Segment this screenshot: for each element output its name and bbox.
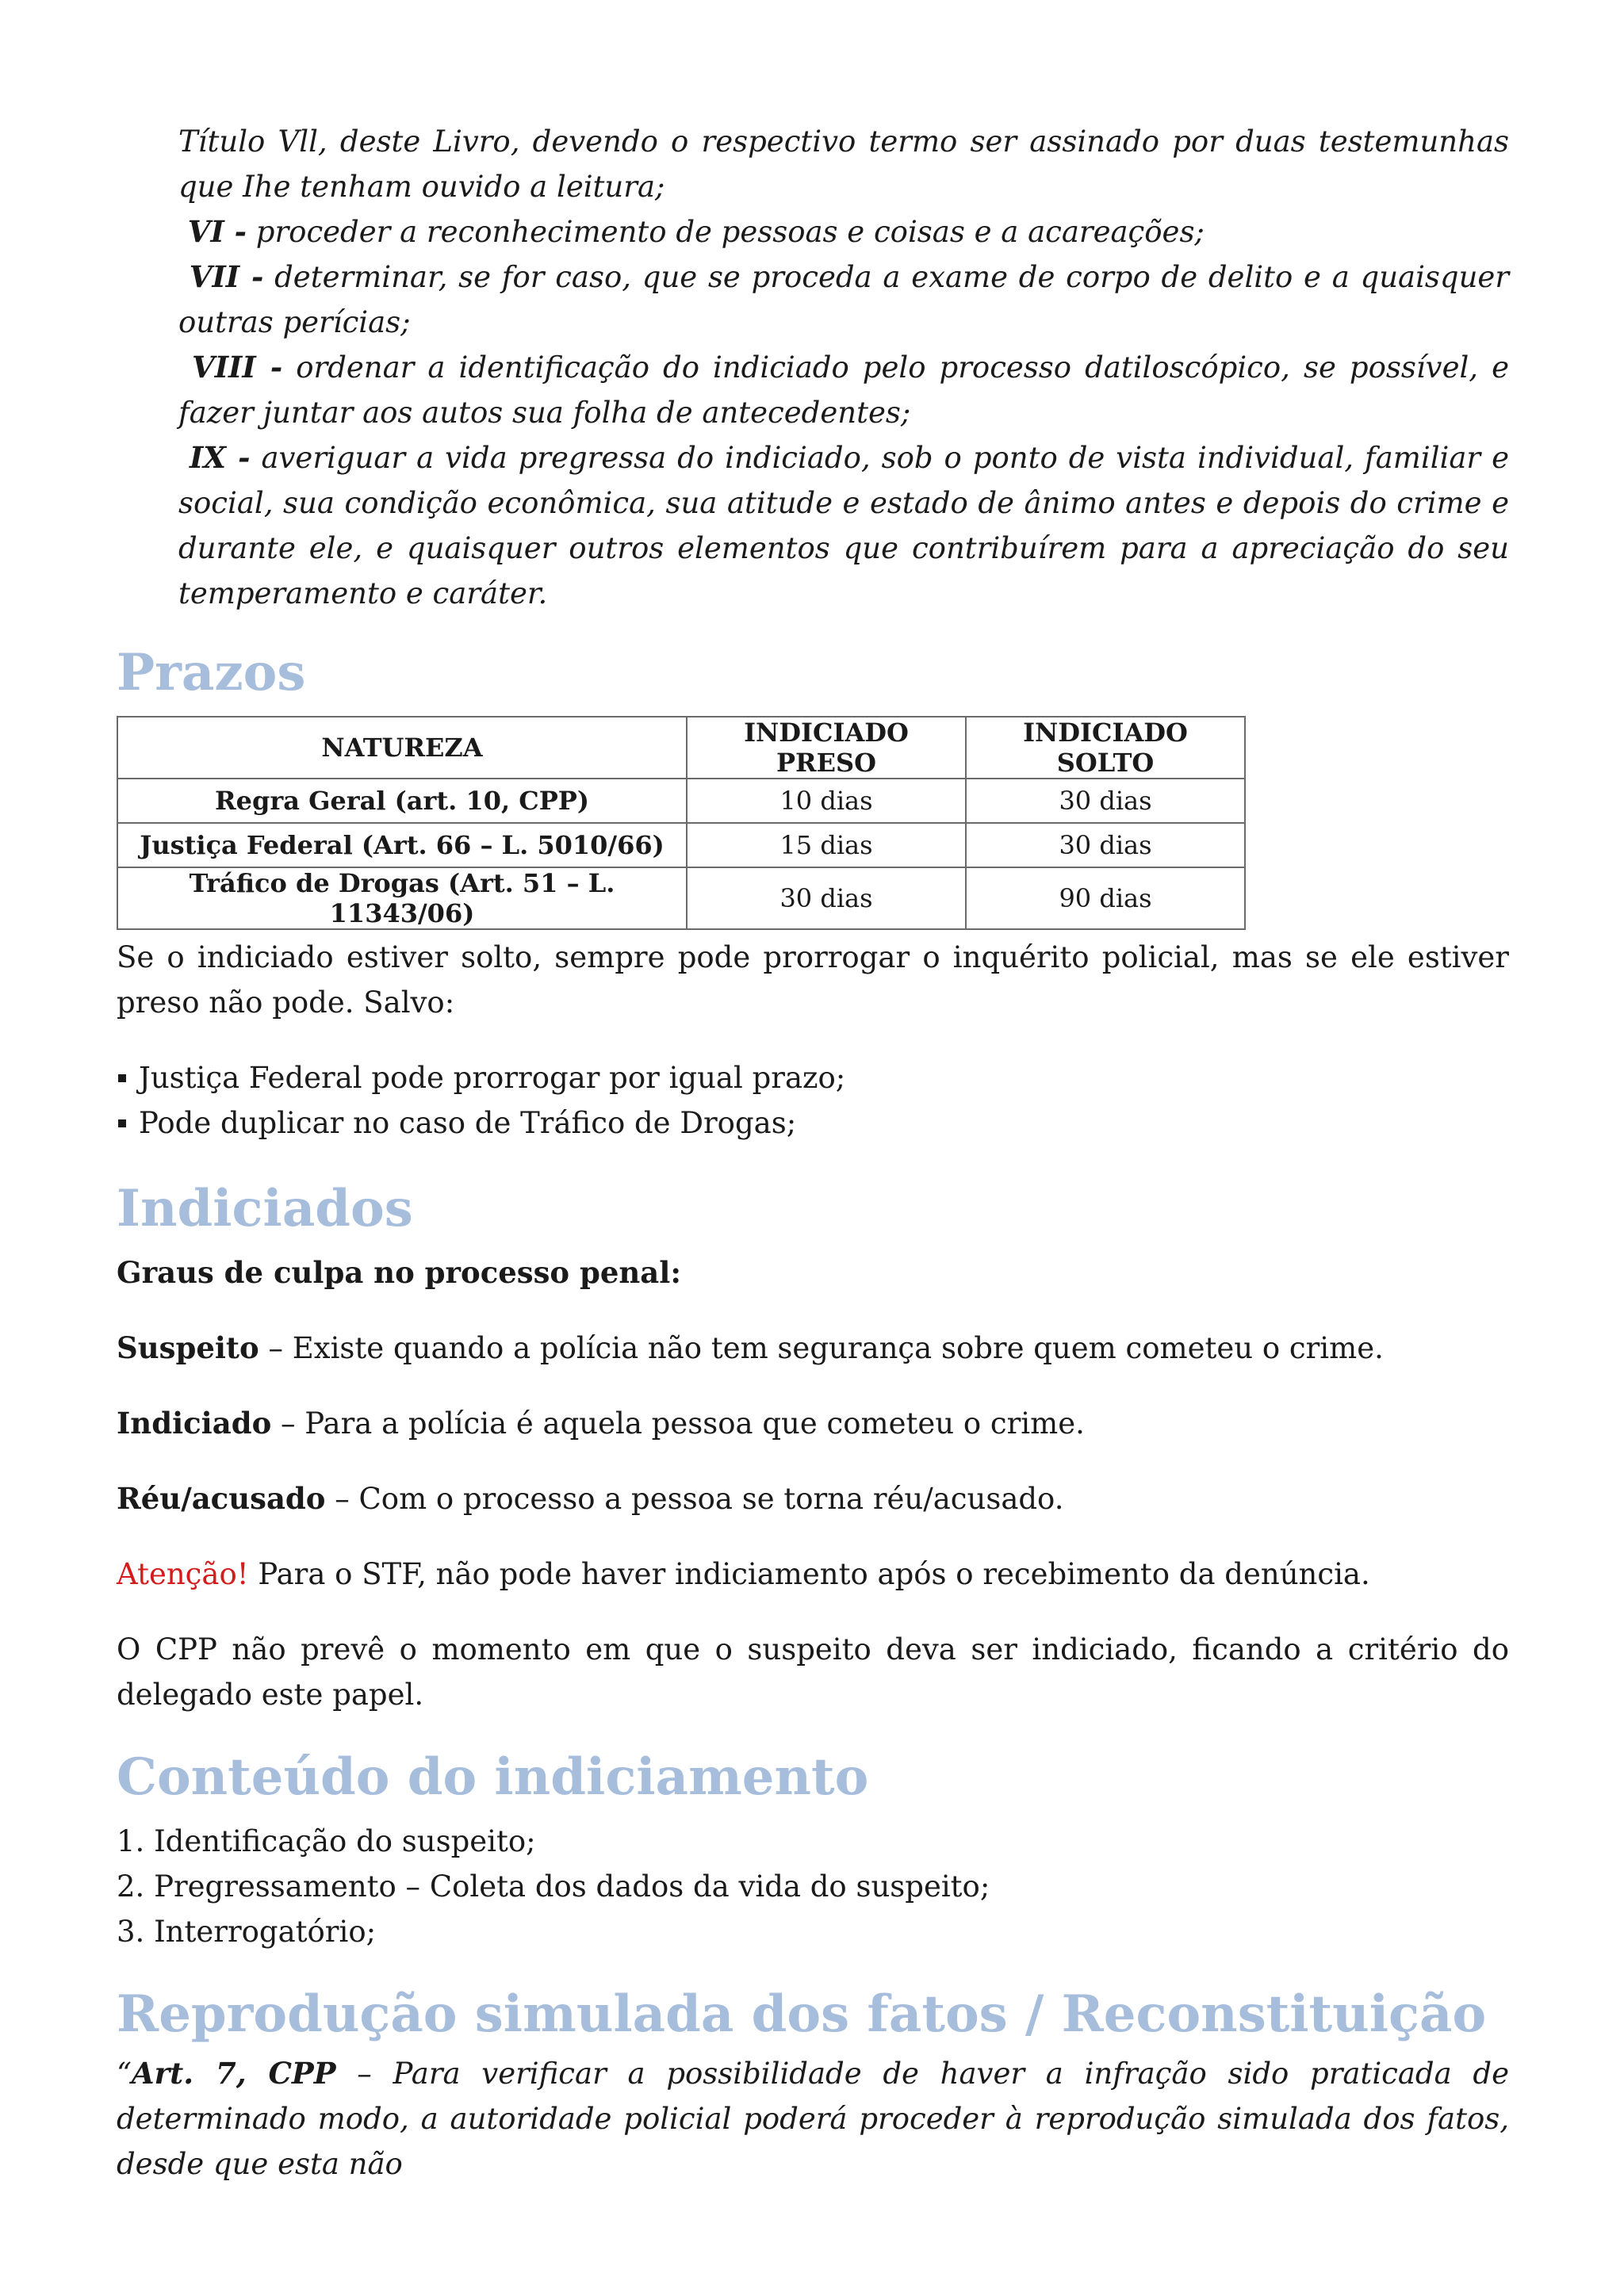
list-item: Pode duplicar no caso de Tráfico de Drogas; xyxy=(117,1100,1509,1146)
document-page xyxy=(117,119,1509,2187)
prazos-table xyxy=(117,716,1246,930)
item-text: proceder a reconhecimento de pessoas e coisas e a acareações; xyxy=(247,215,1205,249)
table-header-row xyxy=(117,717,1245,779)
list-item: 1. Identificação do suspeito; xyxy=(117,1824,536,1858)
list-item: Justiça Federal pode prorrogar por igual prazo; xyxy=(117,1055,1509,1100)
header-indiciado-preso: INDICIADO PRESO xyxy=(687,717,966,779)
quote-reference: Art. 7, CPP xyxy=(131,2056,336,2091)
definition: – Existe quando a polícia não tem segurança sobre quem cometeu o crime. xyxy=(259,1331,1384,1365)
definition: – Para a polícia é aquela pessoa que cometeu o crime. xyxy=(271,1406,1085,1441)
term-suspeito xyxy=(117,1326,1509,1371)
cell-natureza: Regra Geral (art. 10, CPP) xyxy=(117,779,687,823)
quote-paragraph xyxy=(117,2051,1509,2187)
term-reu-acusado xyxy=(117,1476,1509,1521)
term: Suspeito xyxy=(117,1330,259,1365)
prazos-paragraph: Se o indiciado estiver solto, sempre pode prorrogar o inquérito policial, mas se ele estiver preso não pode. Salvo: xyxy=(117,940,1509,1020)
item-text: ordenar a identificação do indiciado pelo processo datiloscópico, se possível, e fazer juntar aos autos sua folha de antecedentes; xyxy=(178,350,1509,430)
definition: – Com o processo a pessoa se torna réu/acusado. xyxy=(325,1482,1064,1516)
cell-solto: 90 dias xyxy=(966,867,1245,929)
cell-preso: 30 dias xyxy=(687,867,966,929)
subheading-text: Graus de culpa no processo penal: xyxy=(117,1255,681,1290)
item-text: determinar, se for caso, que se proceda a exame de corpo de delito e a quaisquer outras perícias; xyxy=(178,260,1510,339)
cell-natureza: Justiça Federal (Art. 66 – L. 5010/66) xyxy=(117,823,687,867)
numeral: IX - xyxy=(190,440,251,475)
term-indiciado xyxy=(117,1401,1509,1446)
cell-solto: 30 dias xyxy=(966,779,1245,823)
cell-preso: 10 dias xyxy=(687,779,966,823)
quote-open: “ xyxy=(117,2057,132,2091)
section-heading-indiciados: Indiciados xyxy=(117,1179,413,1238)
term: Réu/acusado xyxy=(117,1481,326,1516)
section-heading-prazos: Prazos xyxy=(117,643,306,702)
prazos-bullet-list xyxy=(117,1055,1509,1146)
section-heading-conteudo: Conteúdo do indiciamento xyxy=(117,1747,869,1807)
table-row xyxy=(117,779,1245,823)
attention-note xyxy=(117,1552,1509,1597)
list-item-ix xyxy=(178,435,1509,616)
cell-natureza: Tráfico de Drogas (Art. 51 – L. 11343/06) xyxy=(117,867,687,929)
list-intro: Título Vll, deste Livro, devendo o respectivo termo ser assinado por duas testemunhas que Ihe tenham ouvido a leitura; xyxy=(178,124,1509,204)
subheading-graus xyxy=(117,1250,1509,1295)
section-heading-reproducao: Reprodução simulada dos fatos / Reconstituição xyxy=(117,1984,1487,2044)
item-text: averiguar a vida pregressa do indiciado, sob o ponto de vista individual, familiar e social, sua condição econômica, sua atitude e estado de ânimo antes e depois do crime e durante ele, e quaisquer outros elementos que contribuírem para a apreciação do seu temperamento e caráter. xyxy=(178,441,1509,610)
list-item: 3. Interrogatório; xyxy=(117,1915,377,1949)
term: Indiciado xyxy=(117,1406,272,1441)
numeral: VII - xyxy=(189,259,264,294)
list-item: 2. Pregressamento – Coleta dos dados da vida do suspeito; xyxy=(117,1869,990,1904)
cell-solto: 30 dias xyxy=(966,823,1245,867)
closing-paragraph: O CPP não prevê o momento em que o suspeito deva ser indiciado, ficando a critério do delegado este papel. xyxy=(117,1632,1509,1712)
header-natureza: NATUREZA xyxy=(117,717,687,779)
list-item-vi xyxy=(178,209,1509,254)
quote-text: – Para verificar a possibilidade de haver a infração sido praticada de determinado modo, a autoridade policial poderá proceder à reprodução simulada dos fatos, desde que esta não xyxy=(117,2057,1509,2181)
list-item-viii xyxy=(178,345,1509,435)
table-row xyxy=(117,867,1245,929)
numeral: VIII - xyxy=(192,350,283,385)
article-list xyxy=(117,119,1509,616)
table-row xyxy=(117,823,1245,867)
conteudo-ordered-list xyxy=(117,1819,1509,1954)
list-item-vii xyxy=(178,254,1509,345)
attention-text: Para o STF, não pode haver indiciamento após o recebimento da denúncia. xyxy=(248,1557,1370,1591)
numeral: VI - xyxy=(187,214,247,249)
cell-preso: 15 dias xyxy=(687,823,966,867)
header-indiciado-solto: INDICIADO SOLTO xyxy=(966,717,1245,779)
attention-label: Atenção! xyxy=(117,1557,249,1591)
